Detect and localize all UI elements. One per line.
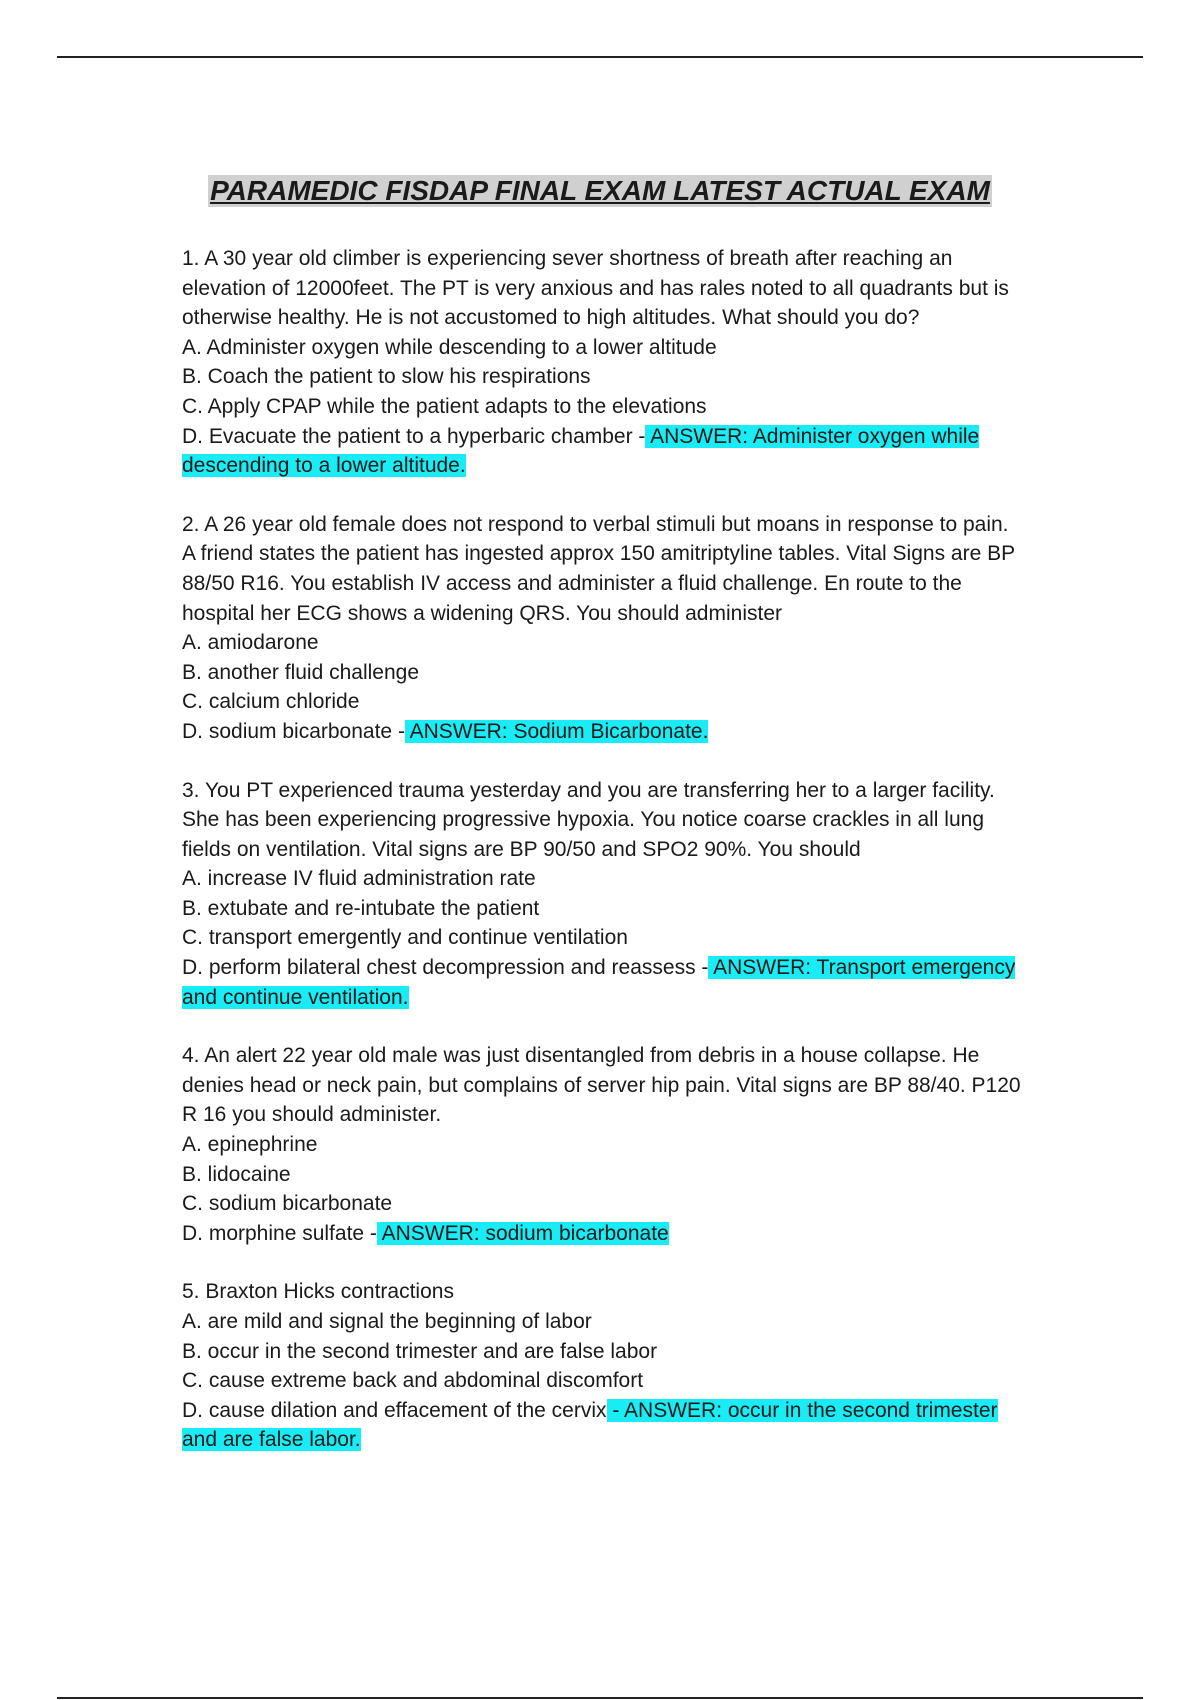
question-1 — [182, 244, 1022, 481]
question-stem: 3. You PT experienced trauma yesterday and you are transferring her to a larger facility. She has been experiencing progressive hypoxia. You notice coarse crackles in all lung fields on ventilation. Vital signs are BP 90/50 and SPO2 90%. You should — [182, 778, 995, 861]
question-3 — [182, 776, 1022, 1013]
option-d-with-answer — [182, 953, 1022, 1012]
option-d-with-answer — [182, 1219, 1022, 1249]
option-c: C. cause extreme back and abdominal discomfort — [182, 1369, 644, 1393]
document-title: PARAMEDIC FISDAP FINAL EXAM LATEST ACTUAL EXAM — [210, 175, 990, 206]
answer-highlight: ANSWER: Sodium Bicarbonate. — [404, 719, 709, 743]
question-5 — [182, 1277, 1022, 1455]
option-b: B. occur in the second trimester and are false labor — [182, 1339, 658, 1363]
option-c: C. Apply CPAP while the patient adapts to the elevations — [182, 394, 707, 418]
option-d-with-answer — [182, 422, 1022, 481]
option-b: B. extubate and re-intubate the patient — [182, 896, 540, 920]
option-b: B. Coach the patient to slow his respirations — [182, 365, 591, 389]
bottom-rule — [57, 1697, 1143, 1699]
option-d-with-answer — [182, 1396, 1022, 1455]
question-stem: 1. A 30 year old climber is experiencing sever shortness of breath after reaching an elevation of 12000feet. The PT is very anxious and has rales noted to all quadrants but is otherwise healthy. He is not accustomed to high altitudes. What should you do? — [182, 247, 1009, 330]
option-c: C. sodium bicarbonate — [182, 1192, 393, 1216]
answer-highlight: ANSWER: Administer oxygen while descending to a lower altitude. — [182, 424, 980, 478]
answer-highlight: - ANSWER: occur in the second trimester and are false labor. — [182, 1398, 998, 1452]
question-2 — [182, 510, 1022, 747]
answer-highlight: ANSWER: Transport emergency and continue ventilation. — [182, 956, 1016, 1009]
option-a: A. Administer oxygen while descending to a lower altitude — [182, 335, 717, 359]
option-a: A. epinephrine — [182, 1133, 318, 1157]
option-a: A. increase IV fluid administration rate — [182, 867, 536, 891]
answer-highlight: ANSWER: sodium bicarbonate — [376, 1221, 669, 1245]
option-c: C. transport emergently and continue ventilation — [182, 926, 628, 950]
question-4 — [182, 1041, 1022, 1248]
top-rule — [57, 56, 1143, 58]
option-a: A. are mild and signal the beginning of labor — [182, 1310, 592, 1333]
title-container — [0, 175, 1200, 207]
question-stem: 2. A 26 year old female does not respond to verbal stimuli but moans in response to pain. A friend states the patient has ingested approx 150 amitriptyline tables. Vital Signs are BP 88/50 R16. You establish IV access and administer a fluid challenge. En route to the hospital her ECG shows a widening QRS. You should administer — [182, 512, 1015, 625]
option-d: D. Evacuate the patient to a hyperbaric chamber - — [182, 424, 646, 448]
option-a: A. amiodarone — [182, 631, 319, 655]
option-d: D. morphine sulfate - — [182, 1221, 377, 1245]
question-stem: 4. An alert 22 year old male was just disentangled from debris in a house collapse. He denies head or neck pain, but complains of server hip pain. Vital signs are BP 88/40. P120 R 16 you should administer. — [182, 1044, 1021, 1127]
exam-content — [182, 244, 1022, 1484]
option-d: D. cause dilation and effacement of the cervix — [182, 1398, 607, 1422]
option-d: D. sodium bicarbonate - — [182, 719, 405, 743]
option-b: B. another fluid challenge — [182, 660, 419, 684]
option-d: D. perform bilateral chest decompression and reassess - — [182, 956, 709, 980]
option-b: B. lidocaine — [182, 1162, 291, 1186]
option-d-with-answer — [182, 717, 1022, 747]
question-stem: 5. Braxton Hicks contractions — [182, 1280, 454, 1304]
option-c: C. calcium chloride — [182, 690, 360, 714]
